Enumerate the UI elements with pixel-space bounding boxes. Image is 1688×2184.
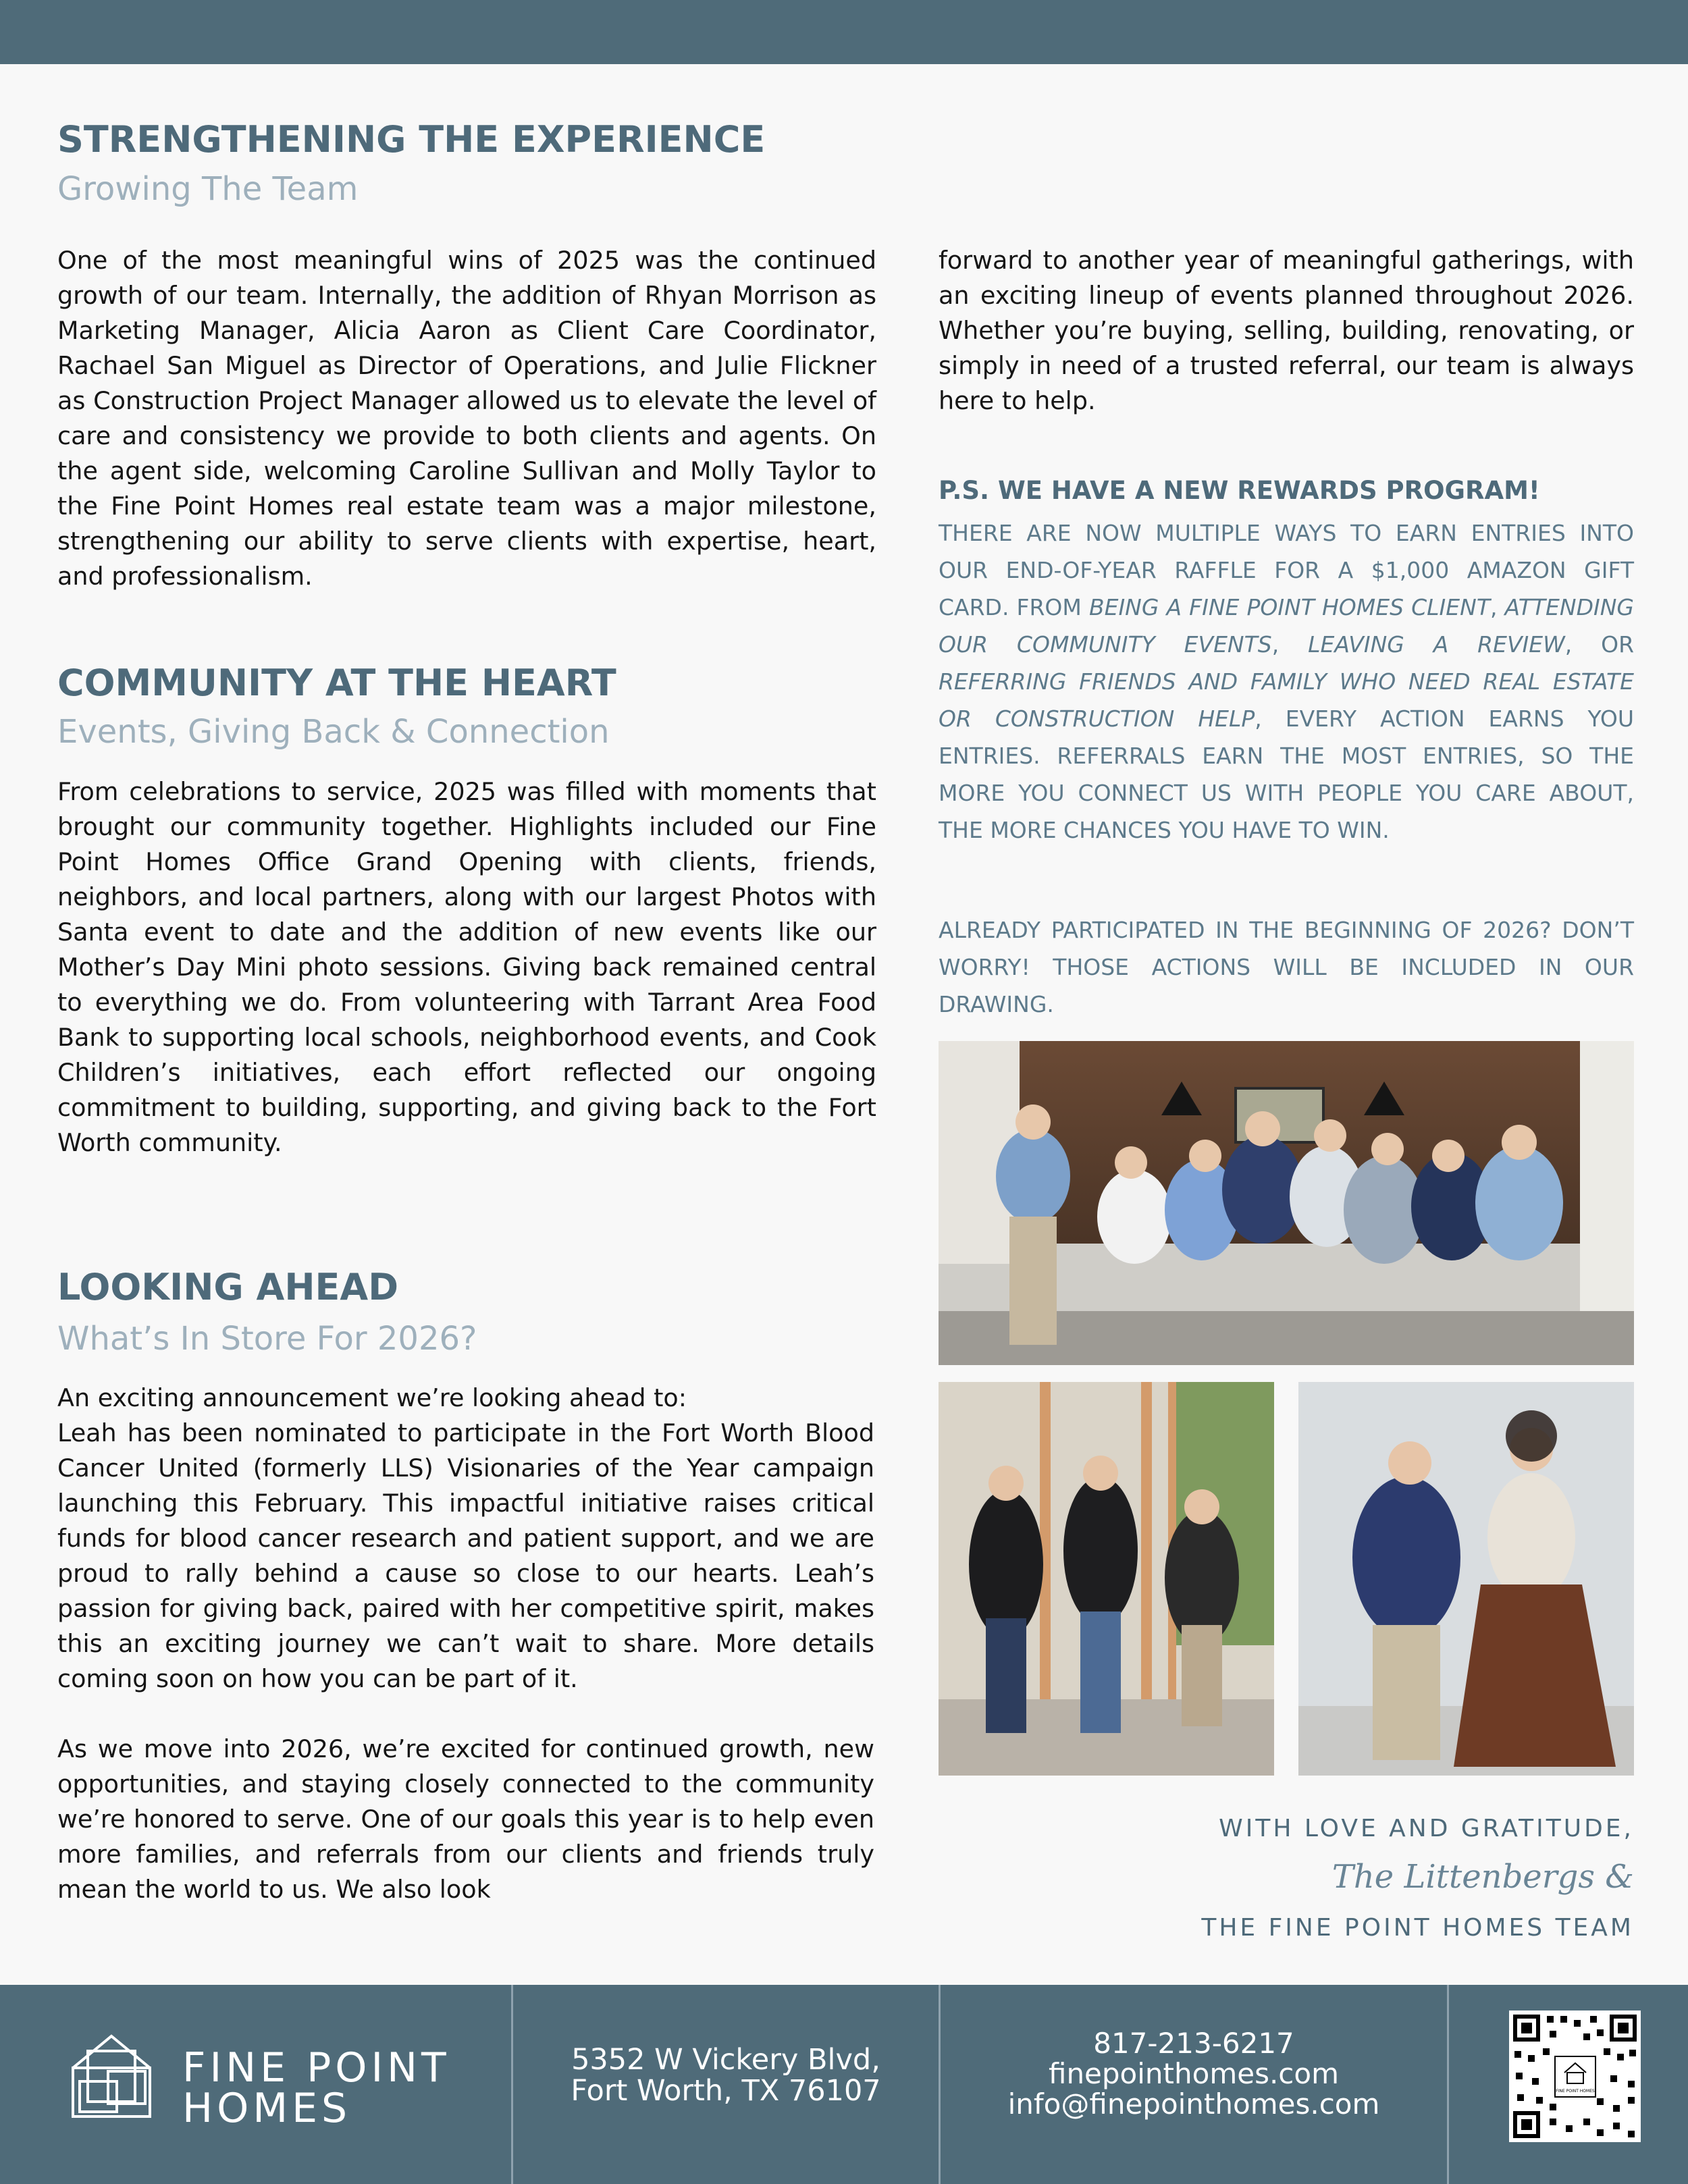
- email-link[interactable]: info@finepointhomes.com: [1007, 2087, 1380, 2121]
- community-paragraph: From celebrations to service, 2025 was filled with moments that brought our community together. Highlights included our Fine Point Homes Office Grand Opening with clients, friends, neighbors, and local partners, along with our largest Photos with Santa event to date and the addition of new events like our Mother’s Day Mini photo sessions. Giving back remained central to everything we do. From volunteering with Tarrant Area Food Bank to supporting local schools, neighborhood events, and Cook Children’s initiatives, each effort reflected our ongoing commitment to building, supporting, and giving back to the Fort Worth community.: [57, 777, 876, 1157]
- goals-paragraph: As we move into 2026, we’re excited for continued growth, new opportunities, and staying closely connected to the community we’re honored to serve. One of our goals this year is to help even more families, and referrals from our clients and friends truly mean the world to us. We also look: [57, 1734, 874, 1904]
- announcement-intro: An exciting announcement we’re looking ahead to:: [57, 1383, 687, 1412]
- brand-name-line1: FINE POINT: [182, 2044, 450, 2092]
- section-title-community: COMMUNITY AT THE HEART: [57, 662, 616, 704]
- announcement-paragraph: Leah has been nominated to participate in the Fort Worth Blood Cancer United (formerly LLS) Visionaries of the Year campaign launching this February. This impactful initiative raises critical funds for blood cancer research and patient support, and we are proud to rally behind a cause so close to our hearts. Leah’s passion for giving back, paired with her competitive spirit, makes this an exciting journey we can’t wait to share. More details coming soon on how you can be part of it.: [57, 1418, 874, 1693]
- construction-team-photo: [939, 1382, 1274, 1776]
- footer: [0, 1985, 1688, 2184]
- section-body-community: [57, 774, 876, 1161]
- section-subtitle-events: Events, Giving Back & Connection: [57, 713, 610, 751]
- footer-divider: [1447, 1985, 1449, 2184]
- section-title-looking-ahead: LOOKING AHEAD: [57, 1266, 399, 1308]
- continued-paragraph: forward to another year of meaningful gatherings, with an exciting lineup of events planned throughout 2026. Whether you’re buying, selling, building, renovating, or simply in need of a trusted referral, our team is always here to help.: [939, 246, 1634, 415]
- top-bar: [0, 0, 1688, 64]
- signoff-greeting: WITH LOVE AND GRATITUDE,: [1219, 1815, 1634, 1842]
- section-title-strengthening: STRENGTHENING THE EXPERIENCE: [57, 118, 766, 161]
- rewards-paragraph: THERE ARE NOW MULTIPLE WAYS TO EARN ENTRIES INTO OUR END-OF-YEAR RAFFLE FOR A $1,000 AMAZON GIFT CARD. FROM BEING A FINE POINT HOMES CLIENT, ATTENDING OUR COMMUNITY EVENTS, LEAVING A REVIEW, OR REFERRING FRIENDS AND FAMILY WHO NEED REAL ESTATE OR CONSTRUCTION HELP, EVERY ACTION EARNS YOU ENTRIES. REFERRALS EARN THE MOST ENTRIES, SO THE MORE YOU CONNECT US WITH PEOPLE YOU CARE ABOUT, THE MORE CHANCES YOU HAVE TO WIN.: [939, 520, 1635, 843]
- signoff-team: THE FINE POINT HOMES TEAM: [1201, 1914, 1634, 1942]
- address-line2: Fort Worth, TX 76107: [571, 2074, 881, 2108]
- phone-number[interactable]: 817-213-6217: [1093, 2027, 1294, 2060]
- website-link[interactable]: finepointhomes.com: [1048, 2057, 1340, 2090]
- section-subtitle-growing: Growing The Team: [57, 170, 359, 208]
- qr-code-icon[interactable]: [1509, 2010, 1641, 2142]
- address-line1: 5352 W Vickery Blvd,: [571, 2043, 880, 2077]
- brand-name-line2: HOMES: [182, 2085, 352, 2132]
- team-paragraph: One of the most meaningful wins of 2025 was the continued growth of our team. Internally, the addition of Rhyan Morrison as Marketing Manager, Alicia Aaron as Client Care Coordinator, Rachael San Miguel as Director of Operations, and Julie Flickner as Construction Project Manager allowed us to elevate the level of care and consistency we provide to both clients and agents. On the agent side, welcoming Caroline Sullivan and Molly Taylor to the Fine Point Homes real estate team was a major milestone, strengthening our ability to serve clients with expertise, heart, and professionalism.: [57, 246, 876, 591]
- couple-photo: [1298, 1382, 1634, 1776]
- rewards-note: ALREADY PARTICIPATED IN THE BEGINNING OF 2026? DON’T WORRY! THOSE ACTIONS WILL BE INCLUDED IN OUR DRAWING.: [939, 917, 1634, 1017]
- section-subtitle-2026: What’s In Store For 2026?: [57, 1320, 477, 1358]
- section-body-looking-ahead: [57, 1381, 874, 1907]
- section-body-team: [57, 243, 876, 594]
- team-group-photo: [939, 1041, 1634, 1365]
- rewards-heading: P.S. WE HAVE A NEW REWARDS PROGRAM!: [939, 476, 1540, 505]
- qr-brand-label: FINE POINT HOMES: [1556, 2089, 1595, 2094]
- signoff-signature: The Littenbergs &: [1331, 1858, 1634, 1896]
- continued-text: [939, 243, 1634, 419]
- house-logo-icon: [68, 2031, 155, 2122]
